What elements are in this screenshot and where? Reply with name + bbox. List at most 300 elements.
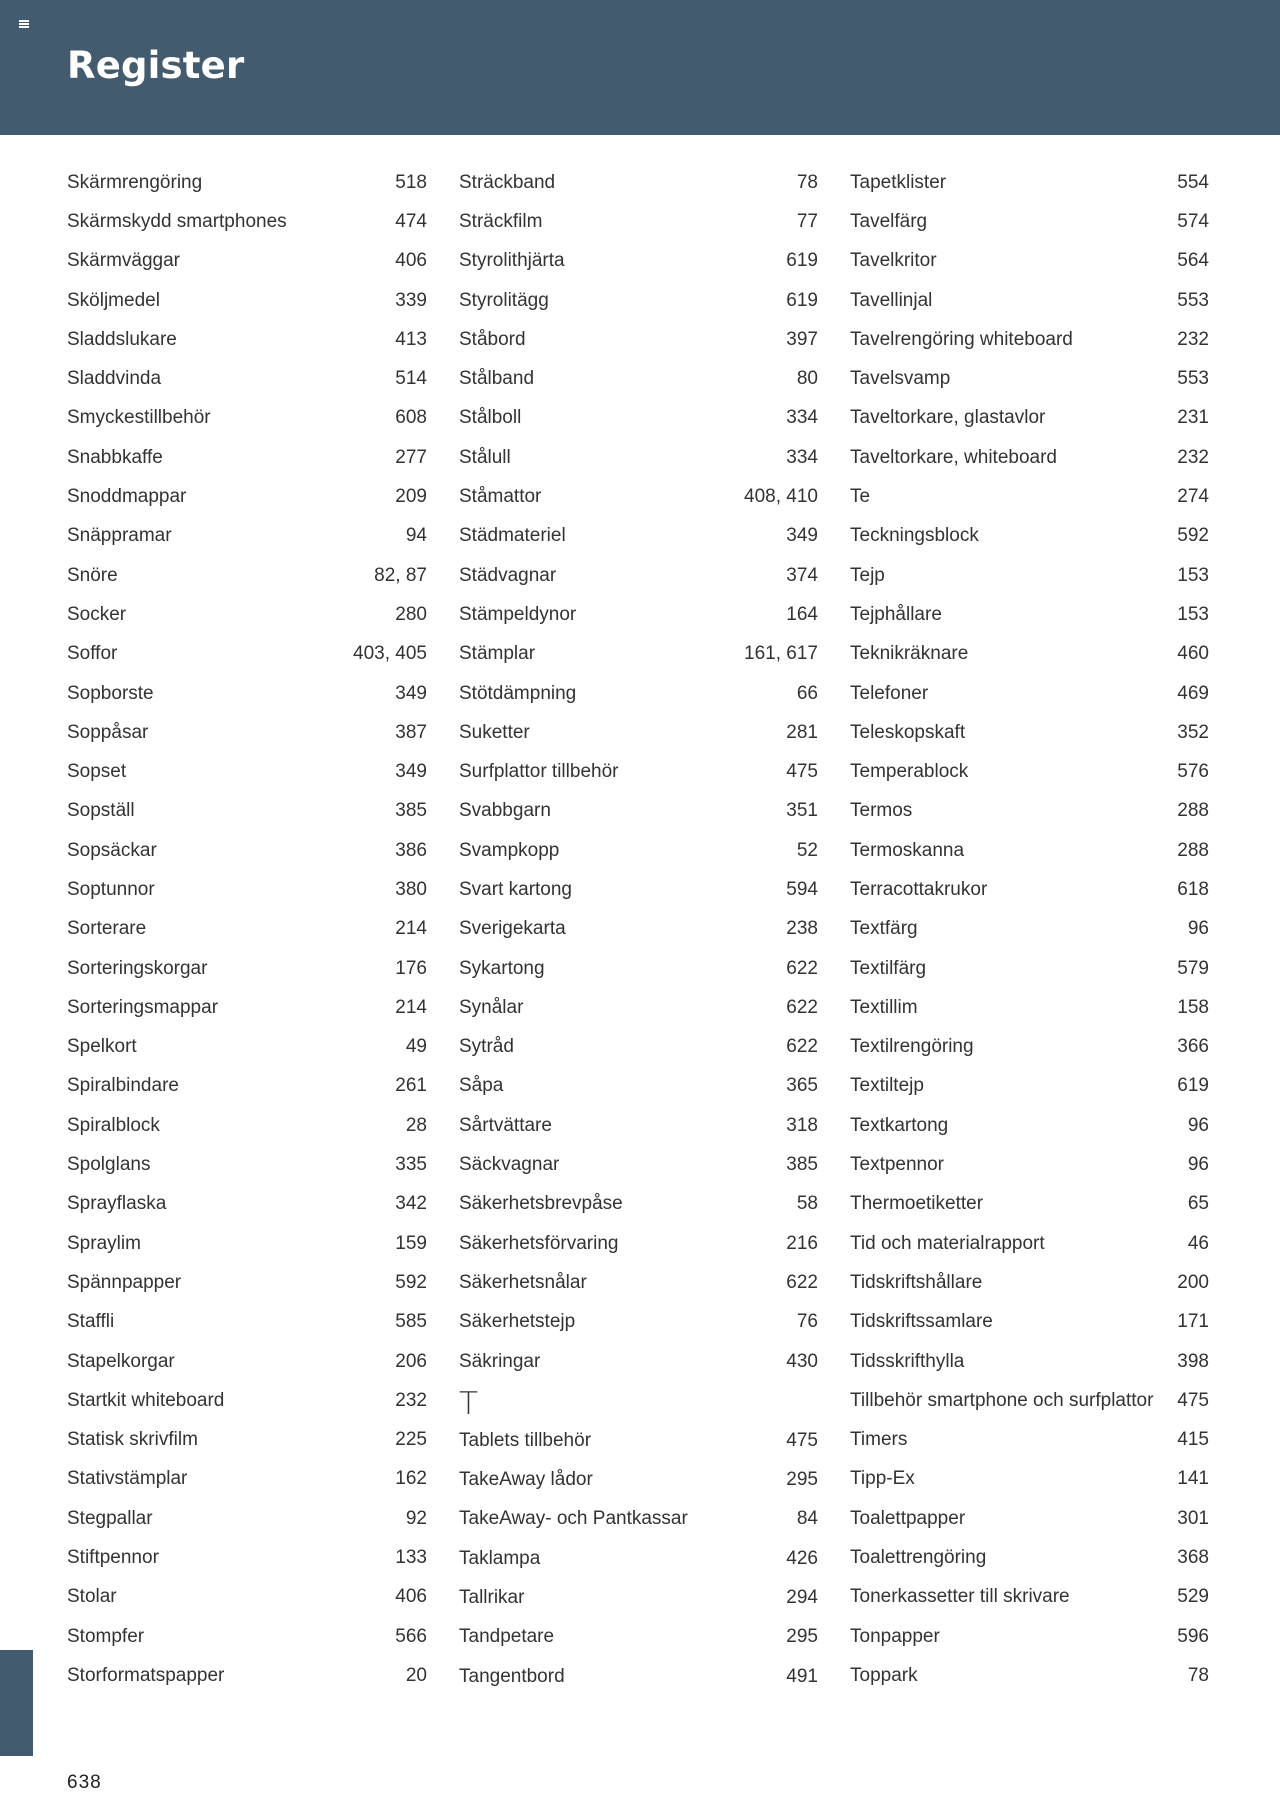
index-entry (67, 399, 427, 438)
entry-page: 96 (1187, 1154, 1209, 1176)
entry-page: 153 (1177, 603, 1209, 625)
entry-term: Sytråd (459, 1036, 514, 1058)
index-entry (459, 281, 818, 320)
index-entry (850, 910, 1209, 949)
index-entry (459, 1263, 818, 1302)
entry-page: 514 (395, 368, 427, 390)
entry-term: Sopsäckar (67, 839, 157, 861)
index-entry (459, 202, 818, 241)
index-entry (459, 1185, 818, 1224)
entry-term: Sopset (67, 761, 127, 783)
entry-term: Tavelrengöring whiteboard (850, 328, 1073, 350)
entry-page: 78 (796, 171, 818, 193)
index-entry (459, 1303, 818, 1342)
entry-term: Sårtvättare (459, 1114, 552, 1136)
entry-term: Teknikräknare (850, 643, 969, 665)
index-entry (850, 674, 1209, 713)
entry-term: Tavellinjal (850, 289, 933, 311)
entry-term: Stålull (459, 446, 511, 468)
index-entry (67, 202, 427, 241)
entry-page: 349 (395, 682, 427, 704)
entry-page: 474 (395, 210, 427, 232)
entry-term: Styrolitägg (459, 289, 549, 311)
index-entry (459, 163, 818, 202)
entry-page: 618 (1177, 878, 1209, 900)
entry-term: Te (850, 486, 871, 508)
entry-page: 141 (1177, 1468, 1209, 1490)
entry-page: 232 (1177, 446, 1209, 468)
entry-page: 277 (395, 446, 427, 468)
index-entry (67, 320, 427, 359)
entry-term: Smyckestillbehör (67, 407, 211, 429)
entry-page: 619 (786, 289, 818, 311)
entry-page: 159 (395, 1232, 427, 1254)
entry-term: Telefoner (850, 682, 929, 704)
entry-page: 280 (395, 603, 427, 625)
entry-term: Sträckfilm (459, 210, 543, 232)
entry-term: Stolar (67, 1586, 117, 1608)
entry-term: Säckvagnar (459, 1154, 560, 1176)
entry-page: 339 (395, 289, 427, 311)
index-entry (850, 477, 1209, 516)
entry-page: 529 (1177, 1586, 1209, 1608)
entry-page: 426 (786, 1547, 818, 1569)
entry-page: 161, 617 (744, 643, 818, 665)
entry-page: 294 (786, 1587, 818, 1609)
entry-page: 76 (796, 1311, 818, 1333)
entry-term: Taklampa (459, 1547, 541, 1569)
index-entry (459, 595, 818, 634)
index-entry (850, 163, 1209, 202)
entry-page: 475 (1177, 1389, 1209, 1411)
entry-term: Snabbkaffe (67, 446, 163, 468)
entry-page: 20 (405, 1664, 427, 1686)
entry-page: 96 (1187, 1114, 1209, 1136)
entry-term: Spiralblock (67, 1114, 160, 1136)
entry-page: 349 (786, 525, 818, 547)
menu-icon[interactable] (19, 20, 29, 28)
index-entry (459, 674, 818, 713)
entry-term: Stompfer (67, 1625, 145, 1647)
index-entry (459, 910, 818, 949)
entry-term: Textkartong (850, 1114, 949, 1136)
entry-page: 397 (786, 328, 818, 350)
entry-term: Stiftpennor (67, 1547, 159, 1569)
entry-term: Soptunnor (67, 878, 155, 900)
entry-term: Stapelkorgar (67, 1350, 175, 1372)
entry-page: 49 (405, 1036, 427, 1058)
entry-page: 274 (1177, 486, 1209, 508)
entry-term: Statisk skrivfilm (67, 1429, 198, 1451)
page-title: Register (67, 44, 245, 87)
entry-page: 164 (786, 603, 818, 625)
entry-term: Toppark (850, 1664, 918, 1686)
entry-term: Tillbehör smartphone och surfplattor (850, 1389, 1154, 1411)
entry-page: 80 (796, 368, 818, 390)
index-entry (459, 792, 818, 831)
entry-term: Tablets tillbehör (459, 1429, 592, 1451)
index-entry (459, 399, 818, 438)
entry-page: 77 (796, 210, 818, 232)
entry-page: 622 (786, 1036, 818, 1058)
index-entry (459, 713, 818, 752)
index-entry (459, 1145, 818, 1184)
index-entry (850, 1028, 1209, 1067)
index-entry (850, 713, 1209, 752)
entry-term: Tandpetare (459, 1626, 555, 1648)
entry-term: Stålband (459, 368, 535, 390)
index-entry (67, 1538, 427, 1577)
entry-page: 585 (395, 1311, 427, 1333)
entry-term: Svabbgarn (459, 800, 551, 822)
index-entry (67, 517, 427, 556)
entry-term: Säkerhetsbrevpåse (459, 1193, 623, 1215)
entry-term: Säkerhetsförvaring (459, 1232, 619, 1254)
entry-term: Tapetklister (850, 171, 947, 193)
index-entry (67, 635, 427, 674)
index-column-3 (850, 163, 1209, 1696)
entry-page: 232 (395, 1389, 427, 1411)
index-entry (850, 1499, 1209, 1538)
index-entry (850, 359, 1209, 398)
entry-term: Tonerkassetter till skrivare (850, 1586, 1070, 1608)
entry-page: 460 (1177, 643, 1209, 665)
entry-term: Sträckband (459, 171, 556, 193)
index-entry (459, 320, 818, 359)
index-entry (850, 870, 1209, 909)
index-entry (459, 988, 818, 1027)
index-column-1 (67, 163, 427, 1696)
index-entry (850, 635, 1209, 674)
index-entry (850, 1303, 1209, 1342)
entry-page: 365 (786, 1075, 818, 1097)
entry-term: Stegpallar (67, 1507, 153, 1529)
entry-term: Städvagnar (459, 564, 557, 586)
entry-page: 592 (1177, 525, 1209, 547)
entry-term: Synålar (459, 996, 524, 1018)
entry-page: 52 (796, 839, 818, 861)
entry-page: 92 (405, 1507, 427, 1529)
entry-term: Snäppramar (67, 525, 172, 547)
entry-page: 65 (1187, 1193, 1209, 1215)
entry-page: 162 (395, 1468, 427, 1490)
index-entry (67, 1578, 427, 1617)
entry-page: 335 (395, 1154, 427, 1176)
entry-page: 352 (1177, 721, 1209, 743)
index-entry (459, 1618, 818, 1657)
entry-page: 261 (395, 1075, 427, 1097)
entry-page: 385 (395, 800, 427, 822)
entry-page: 491 (786, 1665, 818, 1687)
entry-page: 564 (1177, 250, 1209, 272)
entry-term: Tejphållare (850, 603, 942, 625)
entry-term: Temperablock (850, 761, 969, 783)
entry-term: Startkit whiteboard (67, 1389, 225, 1411)
index-entry (459, 242, 818, 281)
index-entry (459, 1539, 818, 1578)
index-entry (67, 870, 427, 909)
entry-term: Sykartong (459, 957, 545, 979)
entry-page: 334 (786, 446, 818, 468)
entry-page: 403, 405 (353, 643, 427, 665)
index-entry (850, 1224, 1209, 1263)
index-entry (67, 988, 427, 1027)
entry-page: 368 (1177, 1547, 1209, 1569)
index-entry (459, 1500, 818, 1539)
entry-page: 408, 410 (744, 486, 818, 508)
entry-page: 413 (395, 328, 427, 350)
entry-page: 84 (796, 1508, 818, 1530)
entry-term: Stativstämplar (67, 1468, 188, 1490)
index-entry (459, 477, 818, 516)
entry-page: 318 (786, 1114, 818, 1136)
entry-term: Soppåsar (67, 721, 149, 743)
entry-page: 553 (1177, 368, 1209, 390)
index-entry (67, 477, 427, 516)
entry-page: 553 (1177, 289, 1209, 311)
entry-page: 231 (1177, 407, 1209, 429)
entry-page: 216 (786, 1232, 818, 1254)
entry-term: Ståbord (459, 328, 526, 350)
index-entry (67, 595, 427, 634)
entry-page: 619 (1177, 1075, 1209, 1097)
entry-page: 518 (395, 171, 427, 193)
entry-term: Termoskanna (850, 839, 965, 861)
index-entry (459, 359, 818, 398)
entry-term: Textilrengöring (850, 1036, 974, 1058)
entry-page: 622 (786, 957, 818, 979)
index-entry (459, 1578, 818, 1617)
index-entry (850, 595, 1209, 634)
index-entry (850, 949, 1209, 988)
entry-page: 176 (395, 957, 427, 979)
entry-term: Surfplattor tillbehör (459, 761, 619, 783)
index-entry (850, 556, 1209, 595)
entry-term: Stämpeldynor (459, 603, 577, 625)
page-header (0, 0, 1280, 135)
index-entry (67, 713, 427, 752)
index-entry (850, 1067, 1209, 1106)
index-entry (67, 163, 427, 202)
entry-term: Taveltorkare, glastavlor (850, 407, 1046, 429)
index-entry (850, 517, 1209, 556)
index-entry (459, 517, 818, 556)
side-tab (0, 1650, 33, 1756)
index-entry (850, 1263, 1209, 1302)
entry-page: 78 (1187, 1664, 1209, 1686)
index-entry (850, 1656, 1209, 1695)
entry-page: 469 (1177, 682, 1209, 704)
entry-term: Spolglans (67, 1154, 151, 1176)
index-entry (459, 556, 818, 595)
index-entry (67, 1106, 427, 1145)
index-entry (850, 1106, 1209, 1145)
entry-term: Tavelkritor (850, 250, 937, 272)
entry-term: Sorterare (67, 918, 147, 940)
entry-page: 406 (395, 1586, 427, 1608)
entry-page: 576 (1177, 761, 1209, 783)
entry-term: Städmateriel (459, 525, 566, 547)
index-entry (67, 949, 427, 988)
entry-page: 366 (1177, 1036, 1209, 1058)
entry-term: Suketter (459, 721, 530, 743)
entry-term: Sprayflaska (67, 1193, 167, 1215)
index-entry (850, 1381, 1209, 1420)
page-number: 638 (67, 1772, 102, 1793)
index-entry (850, 1617, 1209, 1656)
entry-page: 46 (1187, 1232, 1209, 1254)
index-entry (67, 1342, 427, 1381)
entry-page: 622 (786, 996, 818, 1018)
index-entry (67, 910, 427, 949)
entry-term: Spelkort (67, 1036, 137, 1058)
entry-term: Svampkopp (459, 839, 560, 861)
entry-page: 58 (796, 1193, 818, 1215)
entry-page: 374 (786, 564, 818, 586)
index-entry (459, 1421, 818, 1460)
entry-page: 415 (1177, 1429, 1209, 1451)
index-entry (850, 752, 1209, 791)
entry-page: 281 (786, 721, 818, 743)
index-entry (850, 1460, 1209, 1499)
entry-page: 209 (395, 486, 427, 508)
entry-term: Teckningsblock (850, 525, 979, 547)
index-entry (67, 1145, 427, 1184)
index-entry (850, 1421, 1209, 1460)
entry-term: Stötdämpning (459, 682, 577, 704)
index-entry (850, 831, 1209, 870)
entry-page: 82, 87 (374, 564, 427, 586)
index-entry (459, 635, 818, 674)
index-entry (850, 1145, 1209, 1184)
index-entry (850, 438, 1209, 477)
entry-page: 94 (405, 525, 427, 547)
index-entry (459, 1106, 818, 1145)
index-entry (850, 1578, 1209, 1617)
entry-page: 133 (395, 1547, 427, 1569)
entry-term: Säkringar (459, 1350, 541, 1372)
entry-term: Stämplar (459, 643, 536, 665)
index-entry (67, 792, 427, 831)
index-entry (459, 1028, 818, 1067)
entry-page: 475 (786, 1429, 818, 1451)
entry-page: 96 (1187, 918, 1209, 940)
entry-page: 566 (395, 1625, 427, 1647)
entry-term: Sopborste (67, 682, 154, 704)
index-entry (459, 1224, 818, 1263)
entry-term: Säkerhetsnålar (459, 1271, 587, 1293)
entry-page: 66 (796, 682, 818, 704)
entry-page: 232 (1177, 328, 1209, 350)
index-entry (67, 1028, 427, 1067)
entry-term: Tid och materialrapport (850, 1232, 1045, 1254)
entry-term: Tavelfärg (850, 210, 928, 232)
entry-term: Spännpapper (67, 1271, 182, 1293)
entry-page: 28 (405, 1114, 427, 1136)
entry-term: Tavelsvamp (850, 368, 951, 390)
entry-term: Terracottakrukor (850, 878, 988, 900)
index-entry (850, 202, 1209, 241)
entry-term: Tidsskrifthylla (850, 1350, 965, 1372)
index-entry (459, 438, 818, 477)
entry-term: Soffor (67, 643, 118, 665)
entry-page: 301 (1177, 1507, 1209, 1529)
entry-term: Textillim (850, 996, 918, 1018)
index-entry (850, 792, 1209, 831)
entry-term: Spraylim (67, 1232, 141, 1254)
index-entry (850, 1185, 1209, 1224)
index-entry (67, 1421, 427, 1460)
entry-page: 349 (395, 761, 427, 783)
entry-page: 622 (786, 1271, 818, 1293)
entry-term: Termos (850, 800, 913, 822)
index-entry (67, 359, 427, 398)
entry-page: 430 (786, 1350, 818, 1372)
entry-page: 295 (786, 1626, 818, 1648)
entry-page: 288 (1177, 800, 1209, 822)
entry-term: Sopställ (67, 800, 135, 822)
entry-term: Svart kartong (459, 878, 572, 900)
entry-term: Taveltorkare, whiteboard (850, 446, 1057, 468)
entry-term: Toalettrengöring (850, 1547, 987, 1569)
entry-page: 406 (395, 250, 427, 272)
index-entry (67, 1303, 427, 1342)
entry-term: Skärmväggar (67, 250, 180, 272)
entry-term: Sköljmedel (67, 289, 160, 311)
entry-page: 385 (786, 1154, 818, 1176)
index-entry (459, 752, 818, 791)
entry-term: Tallrikar (459, 1587, 525, 1609)
entry-term: Storformatspapper (67, 1664, 225, 1686)
entry-term: Såpa (459, 1075, 504, 1097)
entry-term: Skärmskydd smartphones (67, 210, 287, 232)
entry-term: Stålboll (459, 407, 522, 429)
index-entry (67, 674, 427, 713)
index-entry (67, 281, 427, 320)
entry-page: 398 (1177, 1350, 1209, 1372)
entry-page: 214 (395, 918, 427, 940)
index-entry (67, 556, 427, 595)
index-entry (67, 1656, 427, 1695)
index-entry (67, 831, 427, 870)
index-entry (459, 1657, 818, 1696)
entry-term: Textiltejp (850, 1075, 924, 1097)
entry-term: Sladdvinda (67, 368, 162, 390)
section-letter-t: T (459, 1386, 478, 1423)
entry-page: 214 (395, 996, 427, 1018)
entry-page: 380 (395, 878, 427, 900)
index-entry (459, 831, 818, 870)
entry-page: 475 (786, 761, 818, 783)
entry-term: Styrolithjärta (459, 250, 565, 272)
entry-page: 225 (395, 1429, 427, 1451)
entry-term: Tidskriftshållare (850, 1271, 983, 1293)
entry-page: 594 (786, 878, 818, 900)
entry-page: 153 (1177, 564, 1209, 586)
entry-term: Ståmattor (459, 486, 542, 508)
index-entry (67, 1499, 427, 1538)
entry-term: Teleskopskaft (850, 721, 966, 743)
index-entry (67, 752, 427, 791)
entry-page: 574 (1177, 210, 1209, 232)
index-entry (459, 1342, 818, 1381)
entry-term: Sorteringskorgar (67, 957, 208, 979)
entry-term: Spiralbindare (67, 1075, 179, 1097)
entry-page: 288 (1177, 839, 1209, 861)
index-entry (850, 399, 1209, 438)
entry-page: 158 (1177, 996, 1209, 1018)
entry-term: TakeAway- och Pantkassar (459, 1508, 688, 1530)
